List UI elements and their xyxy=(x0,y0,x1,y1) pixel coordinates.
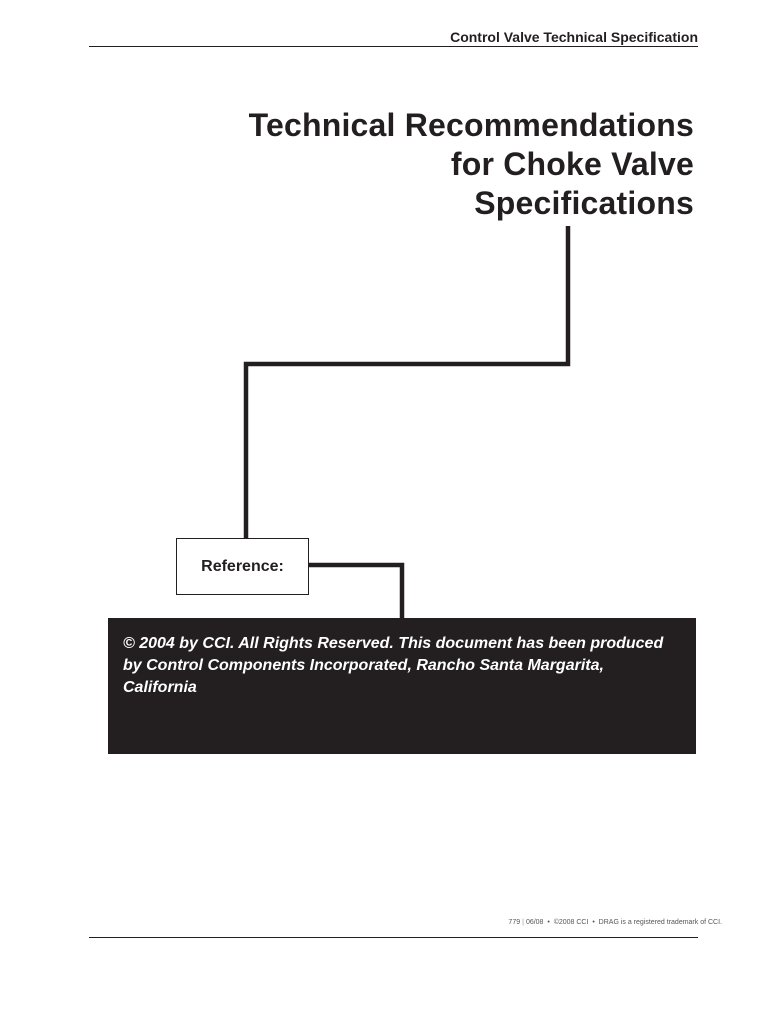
footer-date: 06/08 xyxy=(525,919,544,926)
title-line-1: Technical Recommendations xyxy=(248,107,694,143)
title-connector-line xyxy=(246,226,568,539)
title-line-2: for Choke Valve xyxy=(450,146,694,182)
footer-info: 779 | 06/08 • ©2008 CCI • DRAG is a registered trademark of CCI. xyxy=(508,919,722,926)
copyright-notice-text: © 2004 by CCI. All Rights Reserved. This document has been produced by Control Components Incorporated, Rancho Santa Margarita, California xyxy=(123,635,664,696)
running-header: Control Valve Technical Specification xyxy=(450,29,698,45)
reference-label: Reference: xyxy=(201,557,284,575)
title-line-3: Specifications xyxy=(474,185,694,221)
footer-rule xyxy=(89,937,698,938)
footer-trademark: DRAG is a registered trademark of CCI. xyxy=(598,919,722,926)
reference-box xyxy=(176,538,309,595)
footer-doc-number: 779 xyxy=(508,919,521,926)
footer-copyright: ©2008 CCI xyxy=(553,919,589,926)
copyright-notice-box xyxy=(108,618,696,754)
reference-connector-line xyxy=(309,565,402,619)
